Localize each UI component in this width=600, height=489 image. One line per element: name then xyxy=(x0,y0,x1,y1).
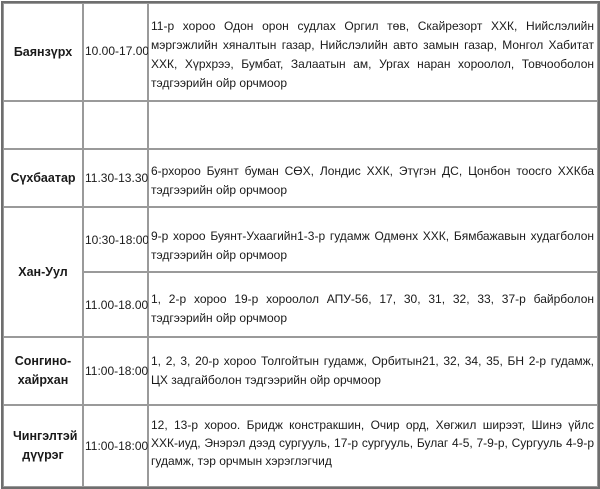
description-text: 1, 2, 3, 20-р хороо Толгойтын гудамж, Орбитын21, 32, 34, 35, БН 2-р гудамж, ЦХ задгайболон тэдгээрийн ойр орчмоор xyxy=(151,354,594,387)
district-name: Чингэлтэй дүүрэг xyxy=(13,429,78,462)
time-range: 11:00-18:00 xyxy=(85,439,149,453)
time-range: 10:30-18:00 xyxy=(85,232,150,247)
district-name: Баянзүрх xyxy=(13,44,73,59)
time-range: 11:00-18:00 xyxy=(85,364,149,378)
table-border xyxy=(1,1,600,489)
time-range: 11.00-18.00 xyxy=(85,297,149,312)
description-text: 11-р хороо Одон орон судлах Оргил төв, Скайрезорт ХХК, Нийслэлийн мэргэжлийн хяналтын газар, Нийслэлийн авто замын газар, Монгол Хабитат ХХК, Хүрхрээ, Бумбат, Залаатын ам, Ургах наран хороолол, Товчооболон тэдгээрийн ойр орчмоор xyxy=(151,19,594,90)
time-range: 11.30-13.30 xyxy=(85,171,149,185)
district-name: Сонгино-хайрхан xyxy=(14,354,72,387)
description-text: 1, 2-р хороо 19-р хороолол АПУ-56, 17, 30, 31, 32, 33, 37-р байрболон тэдгээрийн ойр орчмоор xyxy=(151,292,594,325)
district-name: Сүхбаатар xyxy=(10,170,76,185)
description-text: 6-рхороо Буянт буман СӨХ, Лондис ХХК, Этүгэн ДС, Цонбон тоосго ХХКба тэдгээрийн ойр орчмоор xyxy=(151,164,594,197)
district-name: Хан-Уул xyxy=(18,264,68,279)
description-text: 9-р хороо Буянт-Ухаагийн1-3-р гудамж Одмөнх ХХК, Бямбажавын худагболон тэдгээрийн ойр орчмоор xyxy=(151,229,594,262)
time-range: 10.00-17.00 xyxy=(85,44,150,58)
description-text: 12, 13-р хороо. Бридж констракшин, Очир орд, Хөгжил ширээт, Шинэ үйлс ХХК-иуд, Энэрэл дээд сургууль, 17-р сургууль, Булаг 4-5, 7-9-р, Сургууль 4-9-р гудамж, тэр орчмын хэрэглэгчид xyxy=(151,418,594,468)
